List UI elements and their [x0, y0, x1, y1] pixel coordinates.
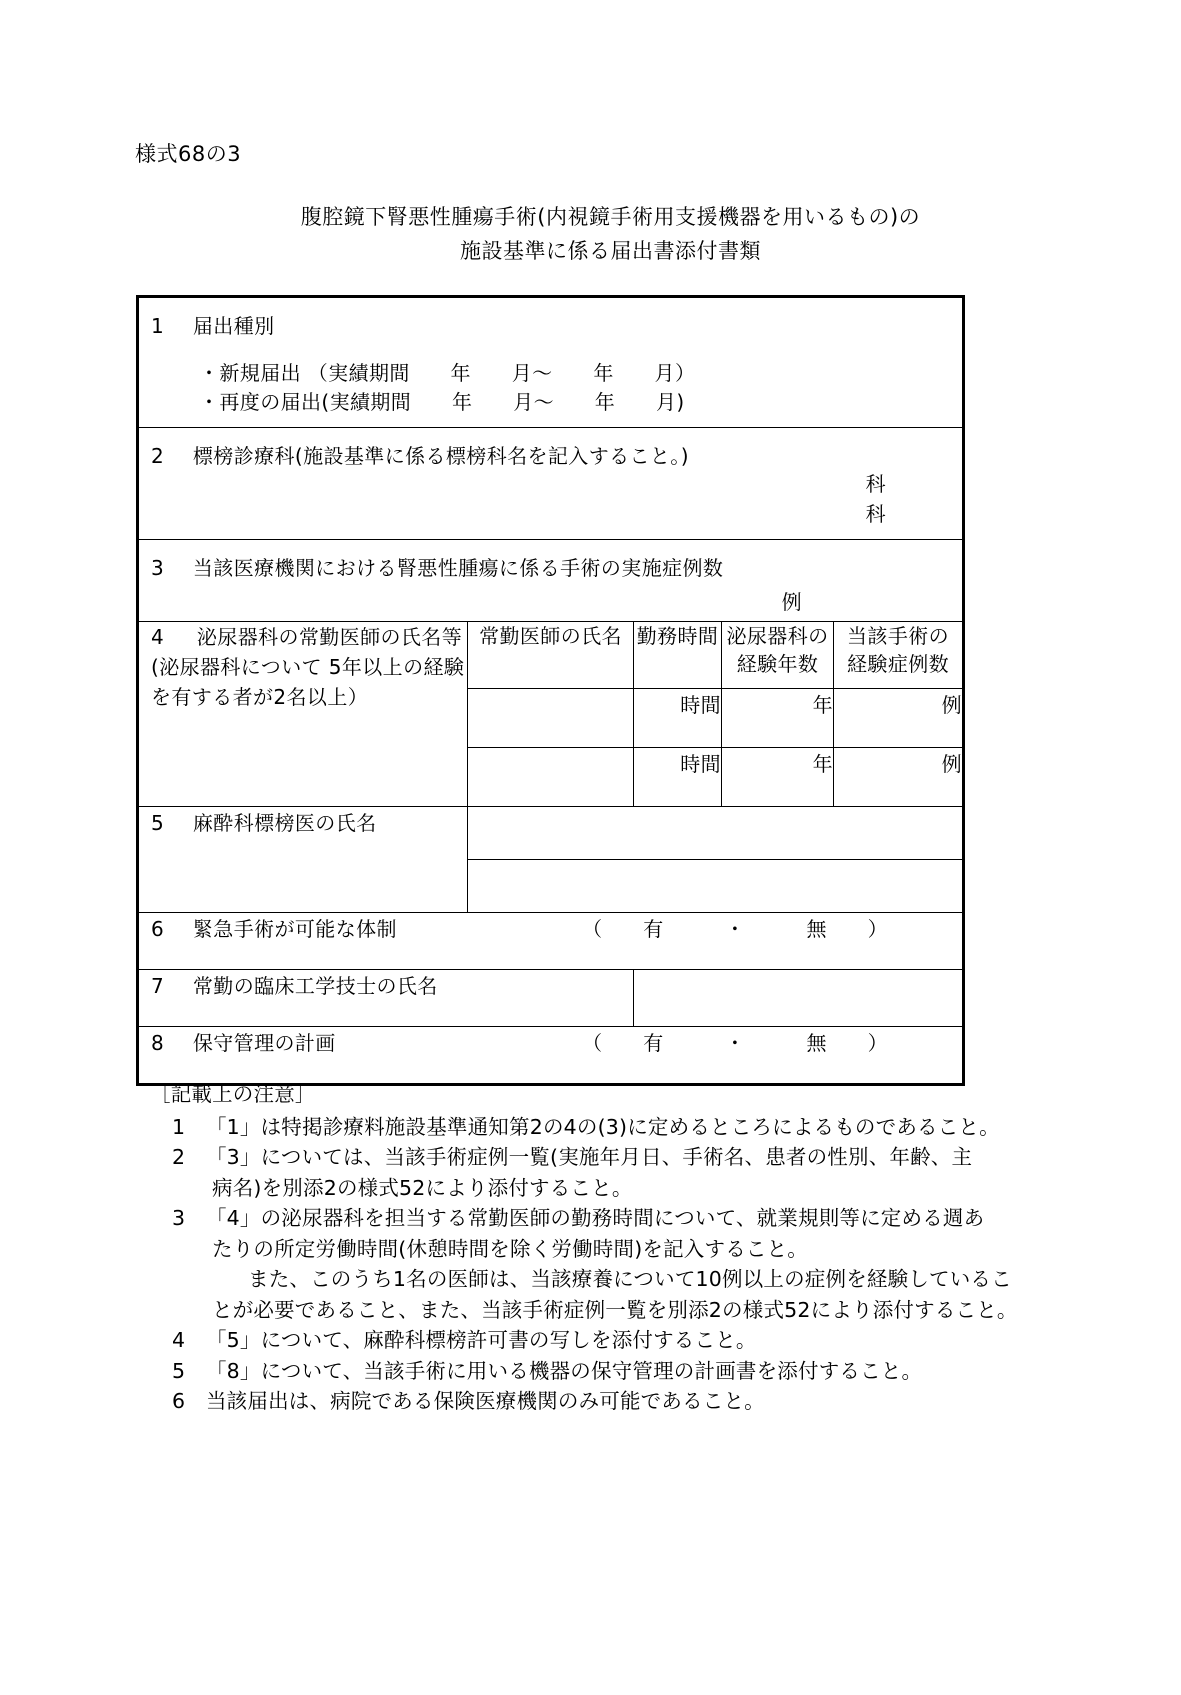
- section-1-body: [139, 298, 962, 427]
- section-6-body: [139, 913, 962, 942]
- note-5-number: 5: [172, 1358, 186, 1383]
- header-surgery-cases: [834, 622, 964, 689]
- cell-section-2: [138, 428, 964, 540]
- section-2-units: [151, 469, 952, 529]
- doctor-2-name-field[interactable]: [468, 748, 634, 807]
- note-item-3: [150, 1203, 1150, 1325]
- table-row-section-6: [138, 913, 964, 970]
- section-4-label-text: 泌尿器科の常勤医師の氏名等: [196, 625, 463, 649]
- note-2-line-1: 「3」については、当該手術症例一覧(実施年月日、手術名、患者の性別、年齢、主: [205, 1145, 973, 1169]
- header-urology-years: [722, 622, 834, 689]
- emergency-surgery-choice[interactable]: （ 有 ・ 無 ）: [582, 917, 889, 941]
- notes-title: ［記載上の注意］: [150, 1082, 316, 1106]
- section-5-label: 麻酔科標榜医の氏名: [192, 811, 377, 835]
- cell-section-4-label: [138, 622, 468, 807]
- section-6-number: 6: [151, 917, 165, 941]
- section-8-number: 8: [151, 1031, 165, 1055]
- section-5-number: 5: [151, 811, 165, 835]
- form-table: [136, 295, 965, 1086]
- header-surgery-cases-line1: 当該手術の: [847, 624, 950, 648]
- section-1-label: 届出種別: [192, 314, 275, 338]
- note-2-line-2: 病名)を別添2の様式52により添付すること。: [212, 1175, 633, 1200]
- note-4-line-1: 「5」について、麻酔科標榜許可書の写しを添付すること。: [205, 1328, 757, 1352]
- section-4-line-1: [151, 622, 463, 652]
- note-item-4: [150, 1325, 1150, 1356]
- cell-section-5-label: [138, 807, 468, 913]
- doctor-1-years-field[interactable]: 年: [722, 689, 834, 748]
- note-item-1: [150, 1112, 1150, 1143]
- cell-section-6: [138, 913, 964, 970]
- table-row-section-5a: [138, 807, 964, 860]
- section-2-number: 2: [151, 444, 165, 468]
- notes-section: [150, 1079, 1150, 1417]
- cell-section-8: [138, 1027, 964, 1085]
- section-1-number: 1: [151, 314, 165, 338]
- section-7-label: 常勤の臨床工学技士の氏名: [192, 974, 438, 998]
- department-unit-1[interactable]: 科: [865, 472, 887, 496]
- declaration-type-new[interactable]: ・新規届出 （実績期間 年 月～ 年 月）: [199, 361, 696, 385]
- table-row-section-4-header: [138, 622, 964, 689]
- note-1-number: 1: [172, 1114, 186, 1139]
- note-5-line-1: 「8」について、当該手術に用いる機器の保守管理の計画書を添付すること。: [205, 1358, 923, 1383]
- note-item-5: [150, 1356, 1150, 1387]
- table-row-section-1: [138, 297, 964, 428]
- maintenance-plan-choice[interactable]: （ 有 ・ 無 ）: [582, 1031, 889, 1055]
- section-3-number: 3: [151, 556, 165, 580]
- header-doctor-name: 常勤医師の氏名: [468, 622, 634, 689]
- note-item-6: [150, 1386, 1150, 1417]
- form-number: 様式68の3: [135, 142, 242, 166]
- section-4-line-2: (泌尿器科について 5年以上の経験: [151, 655, 465, 679]
- section-2-label: 標榜診療科(施設基準に係る標榜科名を記入すること。): [192, 444, 689, 468]
- section-2-body: [139, 428, 962, 539]
- section-4-line-3: を有する者が2名以上）: [151, 685, 369, 709]
- header-surgery-cases-line2: 経験症例数: [847, 652, 950, 676]
- anesthesiologist-name-field-2[interactable]: [468, 860, 964, 913]
- clinical-engineer-name-field[interactable]: [634, 970, 964, 1027]
- note-2-number: 2: [172, 1145, 186, 1169]
- section-6-label: 緊急手術が可能な体制: [192, 917, 397, 941]
- table-row-section-2: [138, 428, 964, 540]
- title-line-1: 腹腔鏡下腎悪性腫瘍手術(内視鏡手術用支援機器を用いるもの)の: [300, 205, 921, 229]
- table-row-section-3: [138, 540, 964, 622]
- case-count-unit[interactable]: 例: [781, 590, 803, 614]
- table-row-section-8: [138, 1027, 964, 1085]
- declaration-type-repeat[interactable]: ・再度の届出(実績期間 年 月～ 年 月): [199, 390, 685, 414]
- section-4-number: 4: [151, 625, 165, 649]
- doctor-2-hours-field[interactable]: 時間: [634, 748, 722, 807]
- note-6-line-1: 当該届出は、病院である保険医療機関のみ可能であること。: [205, 1389, 765, 1413]
- note-3-extra-1: また、このうち1名の医師は、当該療養について10例以上の症例を経験しているこ: [248, 1267, 1012, 1291]
- section-4-label-block: [151, 622, 465, 712]
- section-8-body: [139, 1027, 962, 1056]
- section-3-body: [139, 540, 962, 621]
- header-urology-years-line2: 経験年数: [736, 652, 819, 676]
- table-row-section-7: [138, 970, 964, 1027]
- header-urology-years-line1: 泌尿器科の: [726, 624, 829, 648]
- note-4-number: 4: [172, 1328, 186, 1352]
- header-work-hours: 勤務時間: [634, 622, 722, 689]
- doctor-1-cases-field[interactable]: 例: [834, 689, 964, 748]
- note-3-line-1: 「4」の泌尿器科を担当する常勤医師の勤務時間について、就業規則等に定める週あ: [205, 1206, 985, 1230]
- section-7-number: 7: [151, 974, 165, 998]
- section-8-label: 保守管理の計画: [192, 1031, 336, 1055]
- doctor-1-hours-field[interactable]: 時間: [634, 689, 722, 748]
- note-item-2: [150, 1142, 1150, 1203]
- section-3-unit-wrap: [151, 587, 952, 617]
- cell-section-7-label: [138, 970, 634, 1027]
- department-unit-2[interactable]: 科: [865, 502, 887, 526]
- section-1-bullets: [151, 359, 952, 417]
- cell-section-1: [138, 297, 964, 428]
- document-title: [0, 200, 1181, 268]
- title-line-2: 施設基準に係る届出書添付書類: [460, 239, 761, 263]
- note-3-number: 3: [172, 1206, 186, 1230]
- section-3-label: 当該医療機関における腎悪性腫瘍に係る手術の実施症例数: [192, 556, 724, 580]
- doctor-1-name-field[interactable]: [468, 689, 634, 748]
- doctor-2-cases-field[interactable]: 例: [834, 748, 964, 807]
- doctor-2-years-field[interactable]: 年: [722, 748, 834, 807]
- note-3-line-2: たりの所定労働時間(休憩時間を除く労働時間)を記入すること。: [212, 1236, 808, 1261]
- anesthesiologist-name-field-1[interactable]: [468, 807, 964, 860]
- note-1-line-1: 「1」は特掲診療料施設基準通知第2の4の(3)に定めるところによるものであること。: [205, 1114, 1000, 1139]
- note-3-extra-2: とが必要であること、また、当該手術症例一覧を別添2の様式52により添付すること。: [212, 1297, 1018, 1322]
- note-6-number: 6: [172, 1389, 186, 1413]
- cell-section-3: [138, 540, 964, 622]
